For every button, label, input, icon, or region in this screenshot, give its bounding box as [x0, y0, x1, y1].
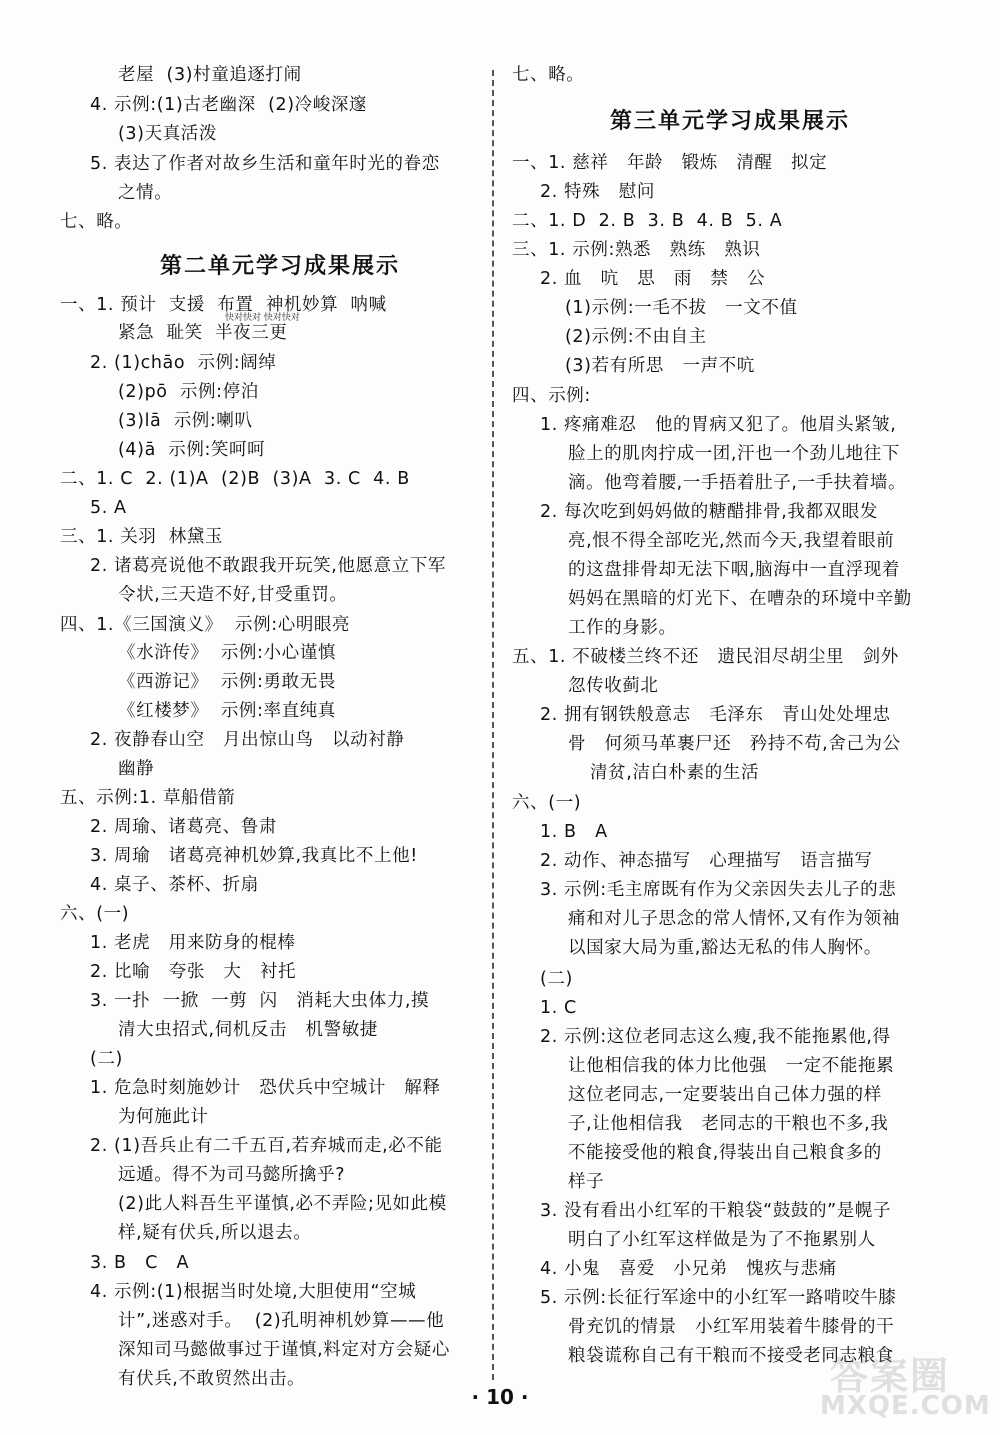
right-line-14: 2. 每次吃到妈妈做的糖醋排骨,我都双眼发: [540, 502, 878, 522]
left-line-39: 样,疑有伏兵,所以退去。: [118, 1223, 312, 1243]
left-line-18: 四、1.《三国演义》 示例:心明眼亮: [60, 615, 351, 635]
left-line-22: 2. 夜静春山空 月出惊山鸟 以动衬静: [90, 730, 405, 750]
right-line-12: 脸上的肌肉拧成一团,汗也一个劲儿地往下: [568, 444, 900, 464]
right-line-4: 二、1. D 2. B 3. B 4. B 5. A: [512, 211, 783, 231]
left-line-11: (3)lā 示例:喇叭: [118, 411, 253, 431]
left-line-12: (4)ā 示例:笑呵呵: [118, 440, 266, 460]
right-line-33: 让他相信我的体力比他强 一定不能拖累: [568, 1056, 895, 1076]
right-line-20: 忽传收蓟北: [568, 676, 659, 696]
right-line-16: 的这盘排骨却无法下咽,脑海中一直浮现着: [568, 560, 900, 580]
watermark-text: 答案圈: [830, 1354, 951, 1398]
left-line-36: 2. (1)吾兵止有二千五百,若弃城而走,必不能: [90, 1136, 443, 1156]
right-line-6: 2. 血 吭 思 雨 禁 公: [540, 269, 766, 289]
column-divider: [492, 70, 494, 1380]
watermark-logo: [810, 1345, 990, 1425]
right-line-34: 这位老同志,一定要装出自己体力强的样: [568, 1085, 882, 1105]
left-line-3: 5. 表达了作者对故乡生活和童年时光的眷恋: [90, 154, 440, 174]
right-line-22: 骨 何须马革裹尸还 矜持不苟,舍己为公: [568, 734, 901, 754]
left-line-14: 5. A: [90, 498, 127, 518]
right-line-30: (二): [540, 969, 573, 989]
left-line-9: 2. (1)chāo 示例:阔绰: [90, 353, 277, 373]
right-line-32: 2. 示例:这位老同志这么瘦,我不能拖累他,得: [540, 1027, 891, 1047]
left-line-8: 紧急 耻笑 半夜三更: [118, 323, 288, 343]
right-line-42: 骨充饥的情景 小红军用装着牛膝骨的干: [568, 1317, 895, 1337]
right-line-2: 一、1. 慈祥 年龄 锻炼 清醒 拟定: [512, 153, 828, 173]
left-line-13: 二、1. C 2. (1)A (2)B (3)A 3. C 4. B: [60, 469, 410, 489]
left-line-32: 清大虫招式,伺机反击 机警敏捷: [118, 1020, 378, 1040]
right-line-29: 以国家大局为重,豁达无私的伟人胸怀。: [568, 938, 882, 958]
left-line-19: 《水浒传》 示例:小心谨慎: [118, 643, 336, 663]
watermark-url: MXQE.COM: [820, 1391, 991, 1421]
right-line-3: 2. 特殊 慰问: [540, 182, 655, 202]
left-line-33: (二): [90, 1049, 123, 1069]
left-line-37: 远遁。得不为司马懿所擒乎?: [118, 1165, 346, 1185]
left-line-21: 《红楼梦》 示例:率直纯真: [118, 701, 336, 721]
right-line-28: 痛和对儿子思念的常人情怀,又有作为领袖: [568, 909, 900, 929]
left-line-35: 为何施此计: [118, 1107, 209, 1127]
left-line-34: 1. 危急时刻施妙计 恐伏兵中空城计 解释: [90, 1078, 441, 1098]
right-line-35: 子,让他相信我 老同志的干粮也不多,我: [568, 1114, 889, 1134]
right-line-26: 2. 动作、神态描写 心理描写 语言描写: [540, 851, 873, 871]
left-line-38: (2)此人料吾生平谨慎,必不弄险;见如此模: [118, 1194, 447, 1214]
left-line-40: 3. B C A: [90, 1253, 190, 1273]
right-line-15: 亮,恨不得全部吃光,然而今天,我望着眼前: [568, 531, 895, 551]
right-line-24: 六、(一): [512, 793, 582, 813]
left-line-20: 《西游记》 示例:勇敢无畏: [118, 672, 336, 692]
right-line-41: 5. 示例:长征行军途中的小红军一路啃咬牛膝: [540, 1288, 897, 1308]
left-line-10: (2)pō 示例:停泊: [118, 382, 259, 402]
right-line-39: 明白了小红军这样做是为了不拖累别人: [568, 1230, 876, 1250]
right-line-9: (3)若有所思 一声不吭: [565, 356, 755, 376]
left-line-17: 令状,三天造不好,甘受重罚。: [118, 585, 348, 605]
left-line-0: 老屋 (3)村童追逐打闹: [118, 65, 302, 85]
left-line-25: 2. 周瑜、诸葛亮、鲁肃: [90, 817, 277, 837]
left-line-4: 之情。: [118, 183, 173, 203]
left-line-42: 计”,迷惑对手。 (2)孔明神机妙算——他: [118, 1311, 445, 1331]
left-line-31: 3. 一扑 一掀 一剪 闪 消耗大虫体力,摸: [90, 991, 430, 1011]
left-line-28: 六、(一): [60, 904, 130, 924]
left-line-29: 1. 老虎 用来防身的棍棒: [90, 933, 296, 953]
right-line-17: 妈妈在黑暗的灯光下、在嘈杂的环境中辛勤: [568, 589, 912, 609]
right-line-13: 滴。他弯着腰,一手捂着肚子,一手扶着墙。: [568, 473, 907, 493]
left-line-24: 五、示例:1. 草船借箭: [60, 788, 236, 808]
right-line-18: 工作的身影。: [568, 618, 677, 638]
left-line-27: 4. 桌子、茶杯、折扇: [90, 875, 259, 895]
right-line-40: 4. 小鬼 喜爱 小兄弟 愧疚与悲痛: [540, 1259, 837, 1279]
right-line-38: 3. 没有看出小红军的干粮袋“鼓鼓的”是幌子: [540, 1201, 892, 1221]
left-line-1: 4. 示例:(1)古老幽深 (2)冷峻深邃: [90, 95, 368, 115]
left-line-41: 4. 示例:(1)根据当时处境,大胆使用“空城: [90, 1282, 417, 1302]
right-line-8: (2)示例:不由自主: [565, 327, 707, 347]
section-heading: 第三单元学习成果展示: [610, 109, 851, 134]
left-line-5: 七、略。: [60, 212, 133, 232]
page-number: · 10 ·: [471, 1385, 529, 1409]
left-line-23: 幽静: [118, 759, 155, 779]
right-line-31: 1. C: [540, 998, 577, 1018]
right-line-11: 1. 疼痛难忍 他的胃病又犯了。他眉头紧皱,: [540, 415, 897, 435]
right-line-21: 2. 拥有钢铁般意志 毛泽东 青山处处埋忠: [540, 705, 891, 725]
left-line-26: 3. 周瑜 诸葛亮神机妙算,我真比不上他!: [90, 846, 418, 866]
left-line-7: 一、1. 预计 支援 布置 神机妙算 呐喊: [60, 295, 387, 315]
left-line-2: (3)天真活泼: [118, 124, 217, 144]
left-line-43: 深知司马懿做事过于谨慎,料定对方会疑心: [118, 1340, 450, 1360]
right-line-19: 五、1. 不破楼兰终不还 遗民泪尽胡尘里 剑外: [512, 647, 899, 667]
right-line-43: 粮袋谎称自己有干粮而不接受老同志粮食: [568, 1346, 894, 1366]
right-line-7: (1)示例:一毛不拔 一文不值: [565, 298, 798, 318]
right-line-27: 3. 示例:毛主席既有作为父亲因失去儿子的悲: [540, 880, 897, 900]
left-line-44: 有伏兵,不敢贸然出击。: [118, 1369, 306, 1389]
left-line-30: 2. 比喻 夸张 大 衬托: [90, 962, 297, 982]
right-line-36: 不能接受他的粮食,得装出自己粮食多的: [568, 1143, 882, 1163]
right-line-25: 1. B A: [540, 822, 608, 842]
right-line-23: 清贫,洁白朴素的生活: [590, 763, 760, 783]
left-line-15: 三、1. 关羽 林黛玉: [60, 527, 224, 547]
right-line-37: 样子: [568, 1172, 605, 1192]
right-line-10: 四、示例:: [512, 386, 591, 406]
right-line-0: 七、略。: [512, 65, 585, 85]
right-line-5: 三、1. 示例:熟悉 熟练 熟识: [512, 240, 761, 260]
handwritten-note: 快对快对 快对快对: [225, 313, 300, 323]
left-line-16: 2. 诸葛亮说他不敢跟我开玩笑,他愿意立下军: [90, 556, 447, 576]
section-heading: 第二单元学习成果展示: [160, 254, 401, 279]
